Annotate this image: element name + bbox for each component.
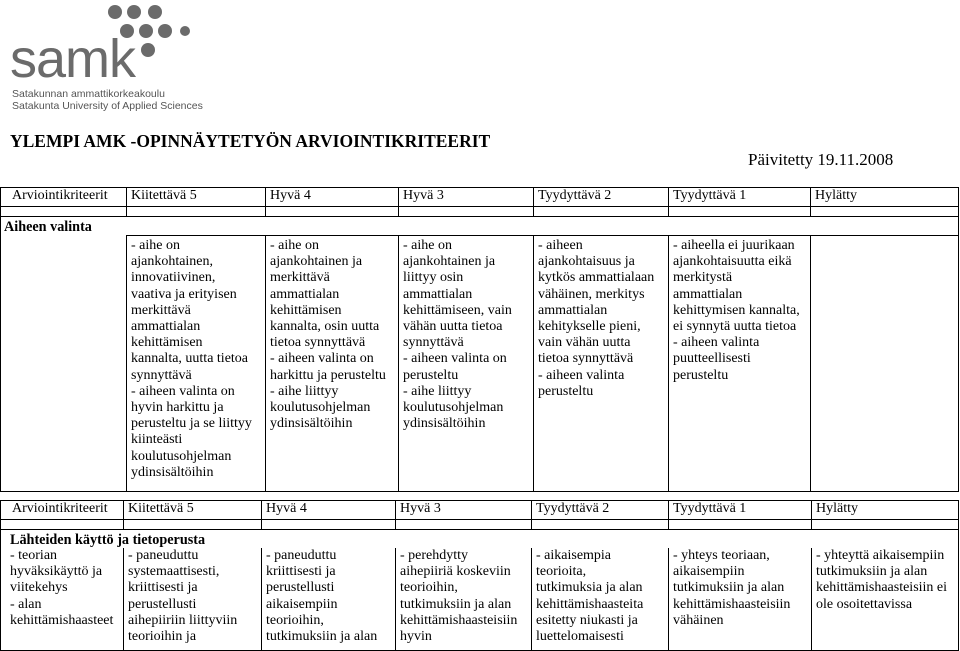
cell-text-line: teorioihin, [266, 612, 324, 628]
cell-text-line: perusteltu [538, 383, 594, 399]
cell-text-line: ajankohtainen, [131, 254, 214, 270]
section-row-sources [1, 530, 959, 549]
cell-text-line: perustellusti [266, 580, 335, 596]
cell-text-line: merkitystä [673, 270, 733, 286]
cell-text-line: - aiheen valinta [538, 367, 625, 383]
cell-text-line: ammattialan [403, 286, 473, 302]
cell-text-line: tietoa synnyttävä [538, 351, 634, 367]
cell-text-line: perusteltu [673, 367, 729, 383]
cell-text-line: vähäinen [673, 612, 724, 628]
updated-date: Päivitetty 19.11.2008 [748, 150, 894, 169]
samk-name-en: Satakunta University of Applied Sciences [12, 100, 203, 112]
table-row [1, 548, 959, 650]
cell-text-line: - alan [10, 596, 42, 612]
sources-cell-grade-2 [532, 548, 669, 650]
sources-cell-grade-5 [124, 548, 262, 650]
cell-text-line: teorioita, [536, 564, 587, 580]
cell-text-line: - aiheen valinta on [131, 383, 235, 399]
header-grade-3: Hyvä 3 [403, 188, 444, 203]
cell-text-line: kehittämisen [131, 335, 203, 351]
cell-text-line: hyvin harkittu ja [131, 400, 224, 416]
cell-text-line: kannalta, uutta tietoa [131, 351, 249, 367]
cell-text-line: ammattialan [673, 286, 743, 302]
table-row [1, 236, 959, 492]
cell-text-line: kehittämiseen, vain [403, 302, 512, 318]
topic-cell-fail [811, 236, 959, 492]
topic-cell-grade-3 [399, 236, 534, 492]
cell-text-line: perusteltu ja se liittyy [131, 416, 252, 432]
cell-text-line: esitetty niukasti ja [536, 612, 638, 628]
header-grade-5: Kiitettävä 5 [128, 501, 194, 516]
cell-text-line: kehittämishaasteet [10, 612, 114, 628]
cell-text-line: ei synnytä uutta tietoa [673, 319, 797, 335]
cell-text-line: - paneuduttu [266, 548, 337, 563]
cell-text-line: - yhteyttä aikaisempiin [816, 548, 945, 563]
cell-text-line: innovatiivinen, [131, 270, 216, 286]
header-criteria: Arviointikriteerit [12, 188, 108, 203]
cell-text-line: aihepiiriä koskeviin [400, 564, 511, 580]
cell-text-line: ammattialan [270, 286, 340, 302]
topic-cell-grade-2 [534, 236, 669, 492]
section-row-topic [1, 217, 959, 236]
header-grade-3: Hyvä 3 [400, 501, 441, 516]
header-grade-4: Hyvä 4 [266, 501, 307, 516]
cell-text-line: aikaisempiin [266, 596, 338, 612]
cell-text-line: aikaisempiin [673, 564, 745, 580]
cell-text-line: merkittävä [131, 302, 191, 318]
cell-text-line: koulutusohjelman [270, 400, 371, 416]
cell-text-line: - aiheen [538, 238, 583, 253]
sources-cell-criteria [1, 548, 124, 650]
topic-cell-grade-5 [127, 236, 266, 492]
cell-text-line: kriittisesti ja [266, 564, 336, 580]
cell-text-line: ajankohtainen ja [403, 254, 496, 270]
cell-text-line: ajankohtaisuus ja [538, 254, 635, 270]
cell-text-line: ydinsisältöihin [270, 416, 353, 432]
cell-text-line: synnyttävä [131, 367, 192, 383]
sources-cell-grade-3 [396, 548, 532, 650]
cell-text-line: perusteltu [403, 367, 459, 383]
cell-text-line: kehitykselle pieni, [538, 319, 641, 335]
cell-text-line: perustellusti [128, 596, 197, 612]
cell-text-line: ajankohtainen ja [270, 254, 363, 270]
cell-text-line: tutkimuksiin ja alan [266, 629, 378, 645]
cell-text-line: koulutusohjelman [403, 400, 504, 416]
criteria-table-topic [0, 187, 959, 492]
header-grade-4: Hyvä 4 [270, 188, 311, 203]
cell-text-line: ammattialan [538, 302, 608, 318]
header-grade-2: Tyydyttävä 2 [538, 188, 612, 203]
cell-text-line: - aiheen valinta on [270, 351, 374, 367]
header-row [1, 501, 959, 520]
cell-text-line: merkittävä [270, 270, 330, 286]
cell-text-line: - aihe on [270, 238, 319, 253]
cell-text-line: kehittämisen [270, 302, 342, 318]
cell-text-line: - aiheen valinta [673, 335, 760, 351]
cell-text-line: tutkimuksiin ja alan [673, 580, 785, 596]
cell-text-line: tietoa synnyttävä [270, 335, 366, 351]
cell-text-line: vähän uutta tietoa [403, 319, 503, 335]
cell-text-line: kriittisesti ja [128, 580, 198, 596]
cell-text-line: kehittämishaasteisiin ei [816, 580, 948, 596]
cell-text-line: tutkimuksiin ja alan [816, 564, 928, 580]
samk-logo [10, 2, 203, 112]
cell-text-line: kehittämishaasteita [536, 596, 644, 612]
sources-cell-grade-4 [262, 548, 396, 650]
cell-text-line: harkittu ja perusteltu [270, 367, 386, 383]
sources-cell-grade-1 [669, 548, 812, 650]
header-grade-1: Tyydyttävä 1 [673, 188, 747, 203]
cell-text-line: teorioihin, [400, 580, 458, 596]
cell-text-line: koulutusohjelman [131, 448, 232, 464]
cell-text-line: - aihe liittyy [270, 383, 339, 399]
cell-text-line: kehittämishaasteisiin [673, 596, 791, 612]
cell-text-line: systemaattisesti, [128, 564, 220, 580]
cell-text-line: vaativa ja erityisen [131, 286, 237, 302]
cell-text-line: viitekehys [10, 580, 68, 596]
cell-text-line: - aikaisempia [536, 548, 612, 563]
cell-text-line: - aihe on [131, 238, 180, 253]
cell-text-line: hyvin [400, 629, 432, 645]
cell-text-line: - aihe liittyy [403, 383, 472, 399]
cell-text-line: puutteellisesti [673, 351, 751, 367]
cell-text-line: kytkös ammattialaan [538, 270, 655, 286]
cell-text-line: - aiheella ei juurikaan [673, 238, 795, 253]
sources-cell-fail [812, 548, 959, 650]
cell-text-line: ydinsisältöihin [403, 416, 486, 432]
cell-text-line: - yhteys teoriaan, [673, 548, 770, 563]
cell-text-line: ole osoitettavissa [816, 596, 913, 612]
cell-text-line: - teorian [10, 548, 58, 563]
criteria-table-sources [0, 500, 959, 651]
cell-text-line: hyväksikäyttö ja [10, 564, 103, 580]
section-title-topic: Aiheen valinta [4, 219, 92, 235]
samk-name-fi: Satakunnan ammattikorkeakoulu [12, 88, 165, 100]
header-row [1, 188, 959, 207]
cell-text-line: - perehdytty [400, 548, 469, 563]
document-title: YLEMPI AMK -OPINNÄYTETYÖN ARVIOINTIKRITEERIT [10, 131, 491, 151]
cell-text-line: kehittymisen kannalta, [673, 302, 800, 318]
topic-cell-grade-1 [669, 236, 811, 492]
header-criteria: Arviointikriteerit [12, 501, 108, 516]
cell-text-line: synnyttävä [403, 335, 464, 351]
cell-text-line: kannalta, osin uutta [270, 319, 380, 335]
header-grade-5: Kiitettävä 5 [131, 188, 197, 203]
topic-cell-grade-4 [266, 236, 399, 492]
header-grade-1: Tyydyttävä 1 [673, 501, 747, 516]
header-fail: Hylätty [815, 188, 857, 203]
cell-text-line: aihepiiriin liittyviin [128, 612, 238, 628]
cell-text-line: ydinsisältöihin [131, 464, 214, 480]
section-title-sources: Lähteiden käyttö ja tietoperusta [10, 532, 206, 548]
cell-text-line: ammattialan [131, 319, 201, 335]
cell-text-line: - paneuduttu [128, 548, 199, 563]
cell-text-line: vain vähän uutta [538, 335, 631, 351]
samk-wordmark: samk [10, 29, 136, 89]
cell-text-line: teorioihin ja [128, 629, 197, 645]
cell-text-line: luettelomaisesti [536, 629, 624, 645]
cell-text-line: liittyy osin [403, 270, 464, 286]
cell-text-line: - aiheen valinta on [403, 351, 507, 367]
cell-text-line: ajankohtaisuutta eikä [673, 254, 792, 270]
header-fail: Hylätty [816, 501, 858, 516]
cell-text-line: kiinteästi [131, 432, 183, 448]
cell-text-line: vähäinen, merkitys [538, 286, 645, 302]
cell-text-line: kehittämishaasteisiin [400, 612, 518, 628]
cell-text-line: tutkimuksiin ja alan [400, 596, 512, 612]
cell-text-line: tutkimuksia ja alan [536, 580, 643, 596]
cell-text-line: - aihe on [403, 238, 452, 253]
header-grade-2: Tyydyttävä 2 [536, 501, 610, 516]
